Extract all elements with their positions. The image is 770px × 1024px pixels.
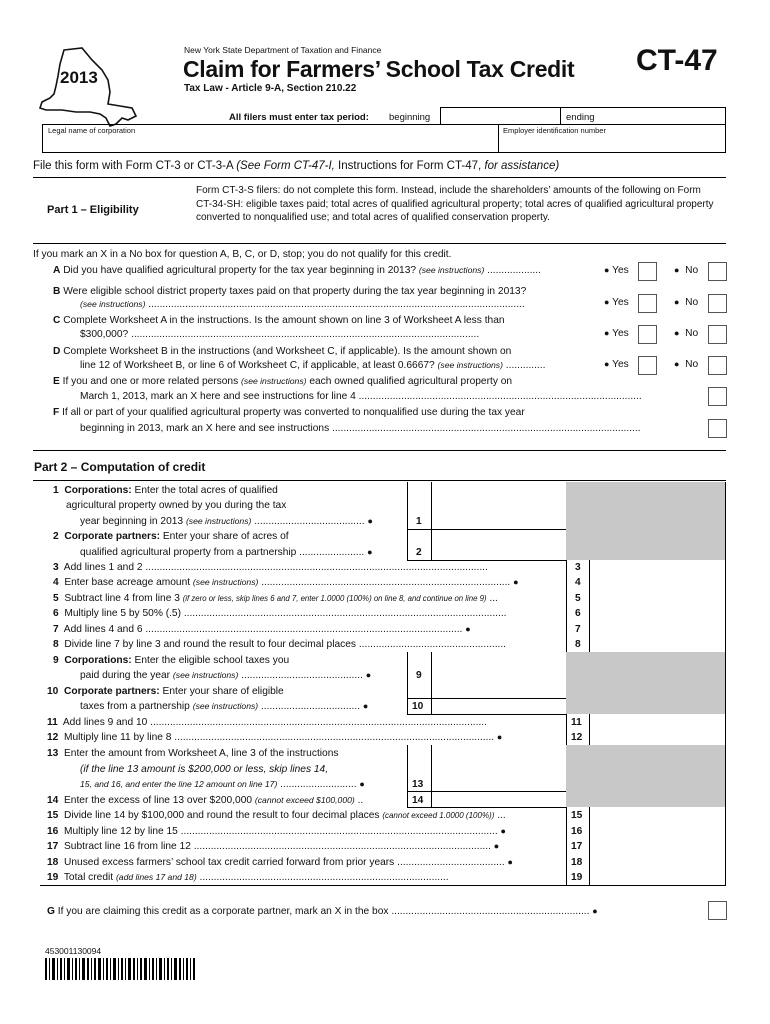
question-c-yes-box[interactable] bbox=[638, 325, 657, 344]
shaded-area bbox=[566, 652, 726, 714]
line-8-box-number: 8 bbox=[575, 639, 581, 650]
line-13 bbox=[47, 748, 338, 759]
line-10-text2: taxes from a partnership bbox=[80, 701, 190, 712]
period-divider bbox=[560, 107, 561, 124]
row-line bbox=[407, 791, 566, 792]
question-a-no-box[interactable] bbox=[708, 262, 727, 281]
row-line bbox=[407, 807, 566, 808]
line-15-note: (cannot exceed 1.0000 (100%)) bbox=[382, 811, 495, 820]
bullet-icon: ● bbox=[674, 297, 680, 307]
line-10-box-number: 10 bbox=[412, 701, 424, 712]
bullet-icon: ● bbox=[359, 779, 365, 789]
bullet-icon: ● bbox=[604, 297, 610, 307]
question-c-line2: $300,000? ........................................................................................................................... bbox=[80, 329, 480, 340]
line-num: 14 bbox=[47, 795, 59, 806]
bullet-icon: ● bbox=[604, 328, 610, 338]
line-7-text: Add lines 4 and 6 bbox=[63, 624, 143, 635]
question-d-line2: line 12 of Worksheet B, or line 6 of Worksheet C, if applicable, at least 0.6667? (see instructions) .............. bbox=[80, 360, 546, 371]
row-line bbox=[40, 885, 726, 886]
question-letter: B bbox=[53, 286, 61, 297]
question-d-yes bbox=[604, 359, 629, 370]
line-10 bbox=[47, 686, 284, 697]
line-13-text: Enter the amount from Worksheet A, line 3 of the instructions bbox=[64, 748, 339, 759]
line-4-text: Enter base acreage amount bbox=[64, 577, 191, 588]
tax-year: 2013 bbox=[60, 68, 98, 87]
line-9-box-number: 9 bbox=[416, 670, 422, 681]
line-2-text: Enter your share of acres of bbox=[162, 531, 289, 542]
line-2-box-number: 2 bbox=[416, 547, 422, 558]
question-letter: D bbox=[53, 346, 61, 357]
question-b-no bbox=[674, 297, 698, 308]
question-d-note: (see instructions) bbox=[437, 360, 503, 370]
line-1-line3: year beginning in 2013 (see instructions) ....................................... ● bbox=[80, 516, 373, 527]
bullet-icon: ● bbox=[496, 732, 503, 742]
line-5-note: (if zero or less, skip lines 6 and 7, enter 1.0000 (100%) on line 8, and continue on line 9) bbox=[182, 594, 487, 603]
line-7: 7 Add lines 4 and 6 ................................................................................................................ ● bbox=[53, 624, 471, 635]
question-letter: G bbox=[47, 906, 55, 917]
line-17-text: Subtract line 16 from line 12 bbox=[64, 841, 191, 852]
line-18: 18 Unused excess farmers’ school tax credit carried forward from prior years ...................................... ● bbox=[47, 857, 513, 868]
legal-name-field[interactable] bbox=[42, 124, 726, 153]
no-label: No bbox=[685, 297, 699, 308]
line-3-text: Add lines 1 and 2 bbox=[63, 562, 143, 573]
question-f-text2: beginning in 2013, mark an X here and see instructions bbox=[80, 423, 330, 434]
line-1-text3: year beginning in 2013 bbox=[80, 516, 184, 527]
line-19-note: (add lines 17 and 18) bbox=[115, 872, 197, 882]
bullet-icon: ● bbox=[367, 547, 373, 557]
part2-title: Part 2 – Computation of credit bbox=[34, 460, 206, 474]
question-g: G If you are claiming this credit as a corporate partner, mark an X in the box ...................................................................... ● bbox=[47, 906, 598, 917]
question-b-note-line: (see instructions) ..................................................................................................................................... bbox=[80, 299, 525, 310]
file-instruction-italic-2: for assistance) bbox=[484, 160, 560, 172]
question-g-text: If you are claiming this credit as a corporate partner, mark an X in the box bbox=[57, 906, 389, 917]
column-line bbox=[431, 652, 432, 714]
barcode bbox=[45, 958, 195, 980]
file-instruction-prefix: File this form with Form CT-3 or CT-3-A bbox=[33, 160, 237, 172]
question-b bbox=[53, 286, 526, 297]
line-num: 10 bbox=[47, 686, 59, 697]
line-14: 14 Enter the excess of line 13 over $200,000 (cannot exceed $100,000) .. bbox=[47, 795, 364, 806]
no-label: No bbox=[685, 359, 699, 370]
line-6: 6 Multiply line 5 by 50% (.5) .................................................................................................................. bbox=[53, 608, 507, 619]
part1-title: Part 1 – Eligibility bbox=[47, 204, 139, 216]
question-a-yes-box[interactable] bbox=[638, 262, 657, 281]
question-d-text2: line 12 of Worksheet B, or line 6 of Worksheet C, if applicable, at least 0.6667? bbox=[80, 360, 435, 371]
line-12: 12 Multiply line 11 by line 8 ................................................................................................................. ● bbox=[47, 732, 503, 743]
question-c-yes bbox=[604, 328, 629, 339]
line-19: 19 Total credit (add lines 17 and 18) ........................................................................................ bbox=[47, 872, 449, 883]
question-letter: F bbox=[53, 407, 60, 418]
period-beginning-label: beginning bbox=[389, 112, 431, 123]
line-17: 17 Subtract line 16 from line 12 ......................................................................................................... ● bbox=[47, 841, 500, 852]
no-label: No bbox=[685, 328, 699, 339]
line-10-line2: taxes from a partnership (see instructions) ................................... ● bbox=[80, 701, 369, 712]
line-12-box-number: 12 bbox=[571, 732, 583, 743]
barcode-number: 453001130094 bbox=[45, 946, 102, 956]
line-9-line2: paid during the year (see instructions) ........................................... ● bbox=[80, 670, 372, 681]
column-line bbox=[589, 560, 590, 652]
line-1-text: Enter the total acres of qualified bbox=[134, 485, 278, 496]
shaded-area bbox=[566, 745, 726, 807]
line-9-note: (see instructions) bbox=[172, 670, 239, 680]
column-line bbox=[566, 714, 567, 745]
question-g-box[interactable] bbox=[708, 901, 727, 920]
line-16-text: Multiply line 12 by line 15 bbox=[64, 826, 178, 837]
bullet-icon: ● bbox=[513, 577, 519, 587]
file-instruction-italic-1: (See Form CT-47-I, bbox=[236, 160, 335, 172]
question-e-note: (see instructions) bbox=[241, 376, 307, 386]
question-a-yes bbox=[604, 265, 629, 276]
line-num: 6 bbox=[53, 608, 59, 619]
line-9-text2: paid during the year bbox=[80, 670, 171, 681]
question-f bbox=[53, 407, 525, 418]
question-d-no bbox=[674, 359, 698, 370]
row-line bbox=[407, 698, 566, 699]
bullet-icon: ● bbox=[493, 841, 500, 851]
ein-label: Employer identification number bbox=[503, 126, 606, 135]
bullet-icon: ● bbox=[362, 701, 369, 711]
line-2-text2: qualified agricultural property from a partnership bbox=[80, 547, 297, 558]
line-6-box-number: 6 bbox=[575, 608, 581, 619]
line-num: 17 bbox=[47, 841, 59, 852]
line-1-note: (see instructions) bbox=[185, 516, 252, 526]
question-d-yes-box[interactable] bbox=[638, 356, 657, 375]
period-ending-label: ending bbox=[566, 112, 595, 123]
file-instruction-middle: Instructions for Form CT-47, bbox=[334, 160, 485, 172]
line-num: 1 bbox=[53, 485, 59, 496]
form-subtitle: Tax Law - Article 9-A, Section 210.22 bbox=[184, 83, 357, 94]
line-11: 11 Add lines 9 and 10 ....................................................................................................................... bbox=[47, 717, 487, 728]
line-3-box-number: 3 bbox=[575, 562, 581, 573]
line-8: 8 Divide line 7 by line 3 and round the result to four decimal places .................................................... bbox=[53, 639, 507, 650]
column-line bbox=[589, 807, 590, 885]
bullet-icon: ● bbox=[674, 328, 680, 338]
ct3s-note: Form CT-3-S filers: do not complete this form. Instead, include the shareholders’ amounts of the following on Form CT-34-SH: eligible taxes paid; total acres of qualified agricultural property; total acres of qualified agricultural property converted to nonqualified use; and total acres of qualified conservation property. bbox=[196, 185, 714, 223]
question-letter: E bbox=[53, 376, 60, 387]
line-18-text: Unused excess farmers’ school tax credit carried forward from prior years bbox=[64, 857, 395, 868]
bullet-icon: ● bbox=[507, 857, 513, 867]
yes-label: Yes bbox=[612, 265, 629, 276]
line-10-note: (see instructions) bbox=[192, 701, 259, 711]
question-letter: C bbox=[53, 315, 61, 326]
line-num: 13 bbox=[47, 748, 59, 759]
form-title: Claim for Farmers’ School Tax Credit bbox=[183, 56, 575, 82]
line-9 bbox=[53, 655, 289, 666]
line-11-box-number: 11 bbox=[571, 717, 582, 728]
question-a-no bbox=[674, 265, 698, 276]
question-letter: A bbox=[53, 265, 61, 276]
line-19-box-number: 19 bbox=[571, 872, 583, 883]
line-14-note: (cannot exceed $100,000) bbox=[254, 795, 355, 805]
line-num: 5 bbox=[53, 593, 59, 604]
line-5-text: Subtract line 4 from line 3 bbox=[64, 593, 180, 604]
line-19-text: Total credit bbox=[63, 872, 114, 883]
question-b-note: (see instructions) bbox=[80, 299, 146, 309]
bullet-icon: ● bbox=[367, 516, 373, 526]
column-line bbox=[725, 482, 726, 885]
line-num: 4 bbox=[53, 577, 59, 588]
question-a-note: (see instructions) bbox=[418, 265, 485, 275]
line-1-amount[interactable] bbox=[432, 513, 565, 529]
question-c bbox=[53, 315, 505, 326]
question-c-no-box[interactable] bbox=[708, 325, 727, 344]
bullet-icon: ● bbox=[592, 906, 598, 916]
line-num: 7 bbox=[53, 624, 59, 635]
line-16: 16 Multiply line 12 by line 15 ................................................................................................................ ● bbox=[47, 826, 506, 837]
question-f-box[interactable] bbox=[708, 419, 727, 438]
yes-label: Yes bbox=[612, 328, 629, 339]
line-14-text: Enter the excess of line 13 over $200,000 bbox=[64, 795, 253, 806]
line-2-amount[interactable] bbox=[432, 545, 565, 560]
line-8-text: Divide line 7 by line 3 and round the result to four decimal places bbox=[64, 639, 356, 650]
line-num: 9 bbox=[53, 655, 59, 666]
line-13-note: (if the line 13 amount is $200,000 or less, skip lines 14, bbox=[80, 764, 329, 775]
question-d-text: Complete Worksheet B in the instructions (and Worksheet C, if applicable). Is the amount shown on bbox=[63, 346, 512, 357]
line-13-line3: 15, and 16, and enter the line 12 amount on line 17) ........................... ● bbox=[80, 779, 365, 790]
column-line bbox=[431, 745, 432, 807]
line-1-text2: agricultural property owned by you during the tax bbox=[66, 500, 287, 511]
line-num: 15 bbox=[47, 810, 59, 821]
bullet-icon: ● bbox=[674, 265, 680, 275]
question-c-text2: $300,000? bbox=[80, 329, 129, 340]
line-5-box-number: 5 bbox=[575, 593, 581, 604]
form-number: CT-47 bbox=[636, 44, 718, 77]
line-1-box-number: 1 bbox=[416, 516, 422, 527]
line-15-box-number: 15 bbox=[571, 810, 583, 821]
question-b-no-box[interactable] bbox=[708, 294, 727, 313]
question-c-text: Complete Worksheet A in the instructions. Is the amount shown on line 3 of Worksheet A less than bbox=[63, 315, 505, 326]
question-b-yes bbox=[604, 297, 629, 308]
question-e-box[interactable] bbox=[708, 387, 727, 406]
question-e-text-b: each owned qualified agricultural property on bbox=[309, 376, 513, 387]
line-16-box-number: 16 bbox=[571, 826, 583, 837]
question-b-yes-box[interactable] bbox=[638, 294, 657, 313]
bullet-icon: ● bbox=[604, 359, 610, 369]
row-line bbox=[407, 714, 566, 715]
part1-intro: If you mark an X in a No box for question A, B, C, or D, stop; you do not qualify for this credit. bbox=[33, 249, 452, 260]
line-9-label: Corporations: bbox=[64, 655, 132, 666]
question-f-line2: beginning in 2013, mark an X here and see instructions ............................................................................................................. bbox=[80, 423, 641, 434]
line-num: 12 bbox=[47, 732, 59, 743]
line-13-note2: 15, and 16, and enter the line 12 amount on line 17) bbox=[80, 779, 278, 789]
column-line bbox=[566, 807, 567, 885]
divider bbox=[33, 480, 726, 481]
line-num: 18 bbox=[47, 857, 59, 868]
bullet-icon: ● bbox=[674, 359, 680, 369]
divider bbox=[33, 243, 726, 244]
tax-period-label: All filers must enter tax period: bbox=[229, 112, 369, 123]
row-line bbox=[407, 529, 566, 530]
line-num: 19 bbox=[47, 872, 59, 883]
line-6-text: Multiply line 5 by 50% (.5) bbox=[64, 608, 181, 619]
question-e-text: If you and one or more related persons bbox=[62, 376, 239, 387]
column-line bbox=[407, 652, 408, 714]
line-15: 15 Divide line 14 by $100,000 and round the result to four decimal places (cannot exceed 1.0000 (100%)) ... bbox=[47, 810, 506, 821]
line-num: 3 bbox=[53, 562, 59, 573]
no-label: No bbox=[685, 265, 699, 276]
question-d-no-box[interactable] bbox=[708, 356, 727, 375]
line-2 bbox=[53, 531, 289, 542]
question-f-text: If all or part of your qualified agricultural property was converted to nonqualified use during the tax year bbox=[62, 407, 525, 418]
line-5: 5 Subtract line 4 from line 3 (if zero or less, skip lines 6 and 7, enter 1.0000 (100%) on line 8, and continue on line 9) ... bbox=[53, 593, 498, 604]
yes-label: Yes bbox=[612, 297, 629, 308]
question-a: A Did you have qualified agricultural property for the tax year beginning in 2013? (see instructions) ................... bbox=[53, 265, 541, 276]
bullet-icon: ● bbox=[500, 826, 506, 836]
line-9-text: Enter the eligible school taxes you bbox=[134, 655, 290, 666]
divider bbox=[33, 450, 726, 451]
line-num: 11 bbox=[47, 717, 58, 728]
line-2-label: Corporate partners: bbox=[64, 531, 161, 542]
line-18-box-number: 18 bbox=[571, 857, 583, 868]
line-3: 3 Add lines 1 and 2 ......................................................................................................................... bbox=[53, 562, 488, 573]
legal-name-divider bbox=[498, 124, 499, 153]
question-e bbox=[53, 376, 512, 387]
legal-name-label: Legal name of corporation bbox=[48, 126, 136, 135]
column-line bbox=[589, 714, 590, 745]
line-2-line2: qualified agricultural property from a partnership ....................... ● bbox=[80, 547, 373, 558]
question-c-no bbox=[674, 328, 698, 339]
question-e-text2: March 1, 2013, mark an X here and see instructions for line 4 bbox=[80, 391, 356, 402]
line-4: 4 Enter base acreage amount (see instructions) ........................................................................................ ● bbox=[53, 577, 519, 588]
line-10-label: Corporate partners: bbox=[64, 686, 160, 697]
yes-label: Yes bbox=[612, 359, 629, 370]
line-7-box-number: 7 bbox=[575, 624, 581, 635]
line-10-text: Enter your share of eligible bbox=[162, 686, 284, 697]
line-num: 2 bbox=[53, 531, 59, 542]
shaded-area bbox=[566, 482, 726, 560]
bullet-icon: ● bbox=[365, 670, 372, 680]
question-b-text: Were eligible school district property taxes paid on that property during the tax year beginning in 2013? bbox=[63, 286, 527, 297]
row-line bbox=[407, 560, 566, 561]
question-e-line2: March 1, 2013, mark an X here and see instructions for line 4 .................................................................................................... bbox=[80, 391, 642, 402]
column-line bbox=[407, 482, 408, 560]
line-num: 8 bbox=[53, 639, 59, 650]
bullet-icon: ● bbox=[465, 624, 471, 634]
bullet-icon: ● bbox=[604, 265, 610, 275]
line-15-text: Divide line 14 by $100,000 and round the result to four decimal places bbox=[64, 810, 380, 821]
line-4-note: (see instructions) bbox=[192, 577, 259, 587]
line-11-text: Add lines 9 and 10 bbox=[62, 717, 148, 728]
divider bbox=[33, 177, 726, 178]
line-13-box-number: 13 bbox=[412, 779, 424, 790]
line-num: 16 bbox=[47, 826, 59, 837]
line-12-text: Multiply line 11 by line 8 bbox=[64, 732, 172, 743]
department-name: New York State Department of Taxation and Finance bbox=[184, 45, 382, 55]
file-instruction bbox=[33, 160, 559, 172]
column-line bbox=[407, 745, 408, 807]
line-17-box-number: 17 bbox=[571, 841, 583, 852]
line-1 bbox=[53, 485, 278, 496]
line-4-box-number: 4 bbox=[575, 577, 581, 588]
question-d bbox=[53, 346, 511, 357]
column-line bbox=[566, 560, 567, 652]
line-14-box-number: 14 bbox=[412, 795, 424, 806]
question-a-text: Did you have qualified agricultural property for the tax year beginning in 2013? bbox=[63, 265, 417, 276]
line-1-label: Corporations: bbox=[64, 485, 132, 496]
